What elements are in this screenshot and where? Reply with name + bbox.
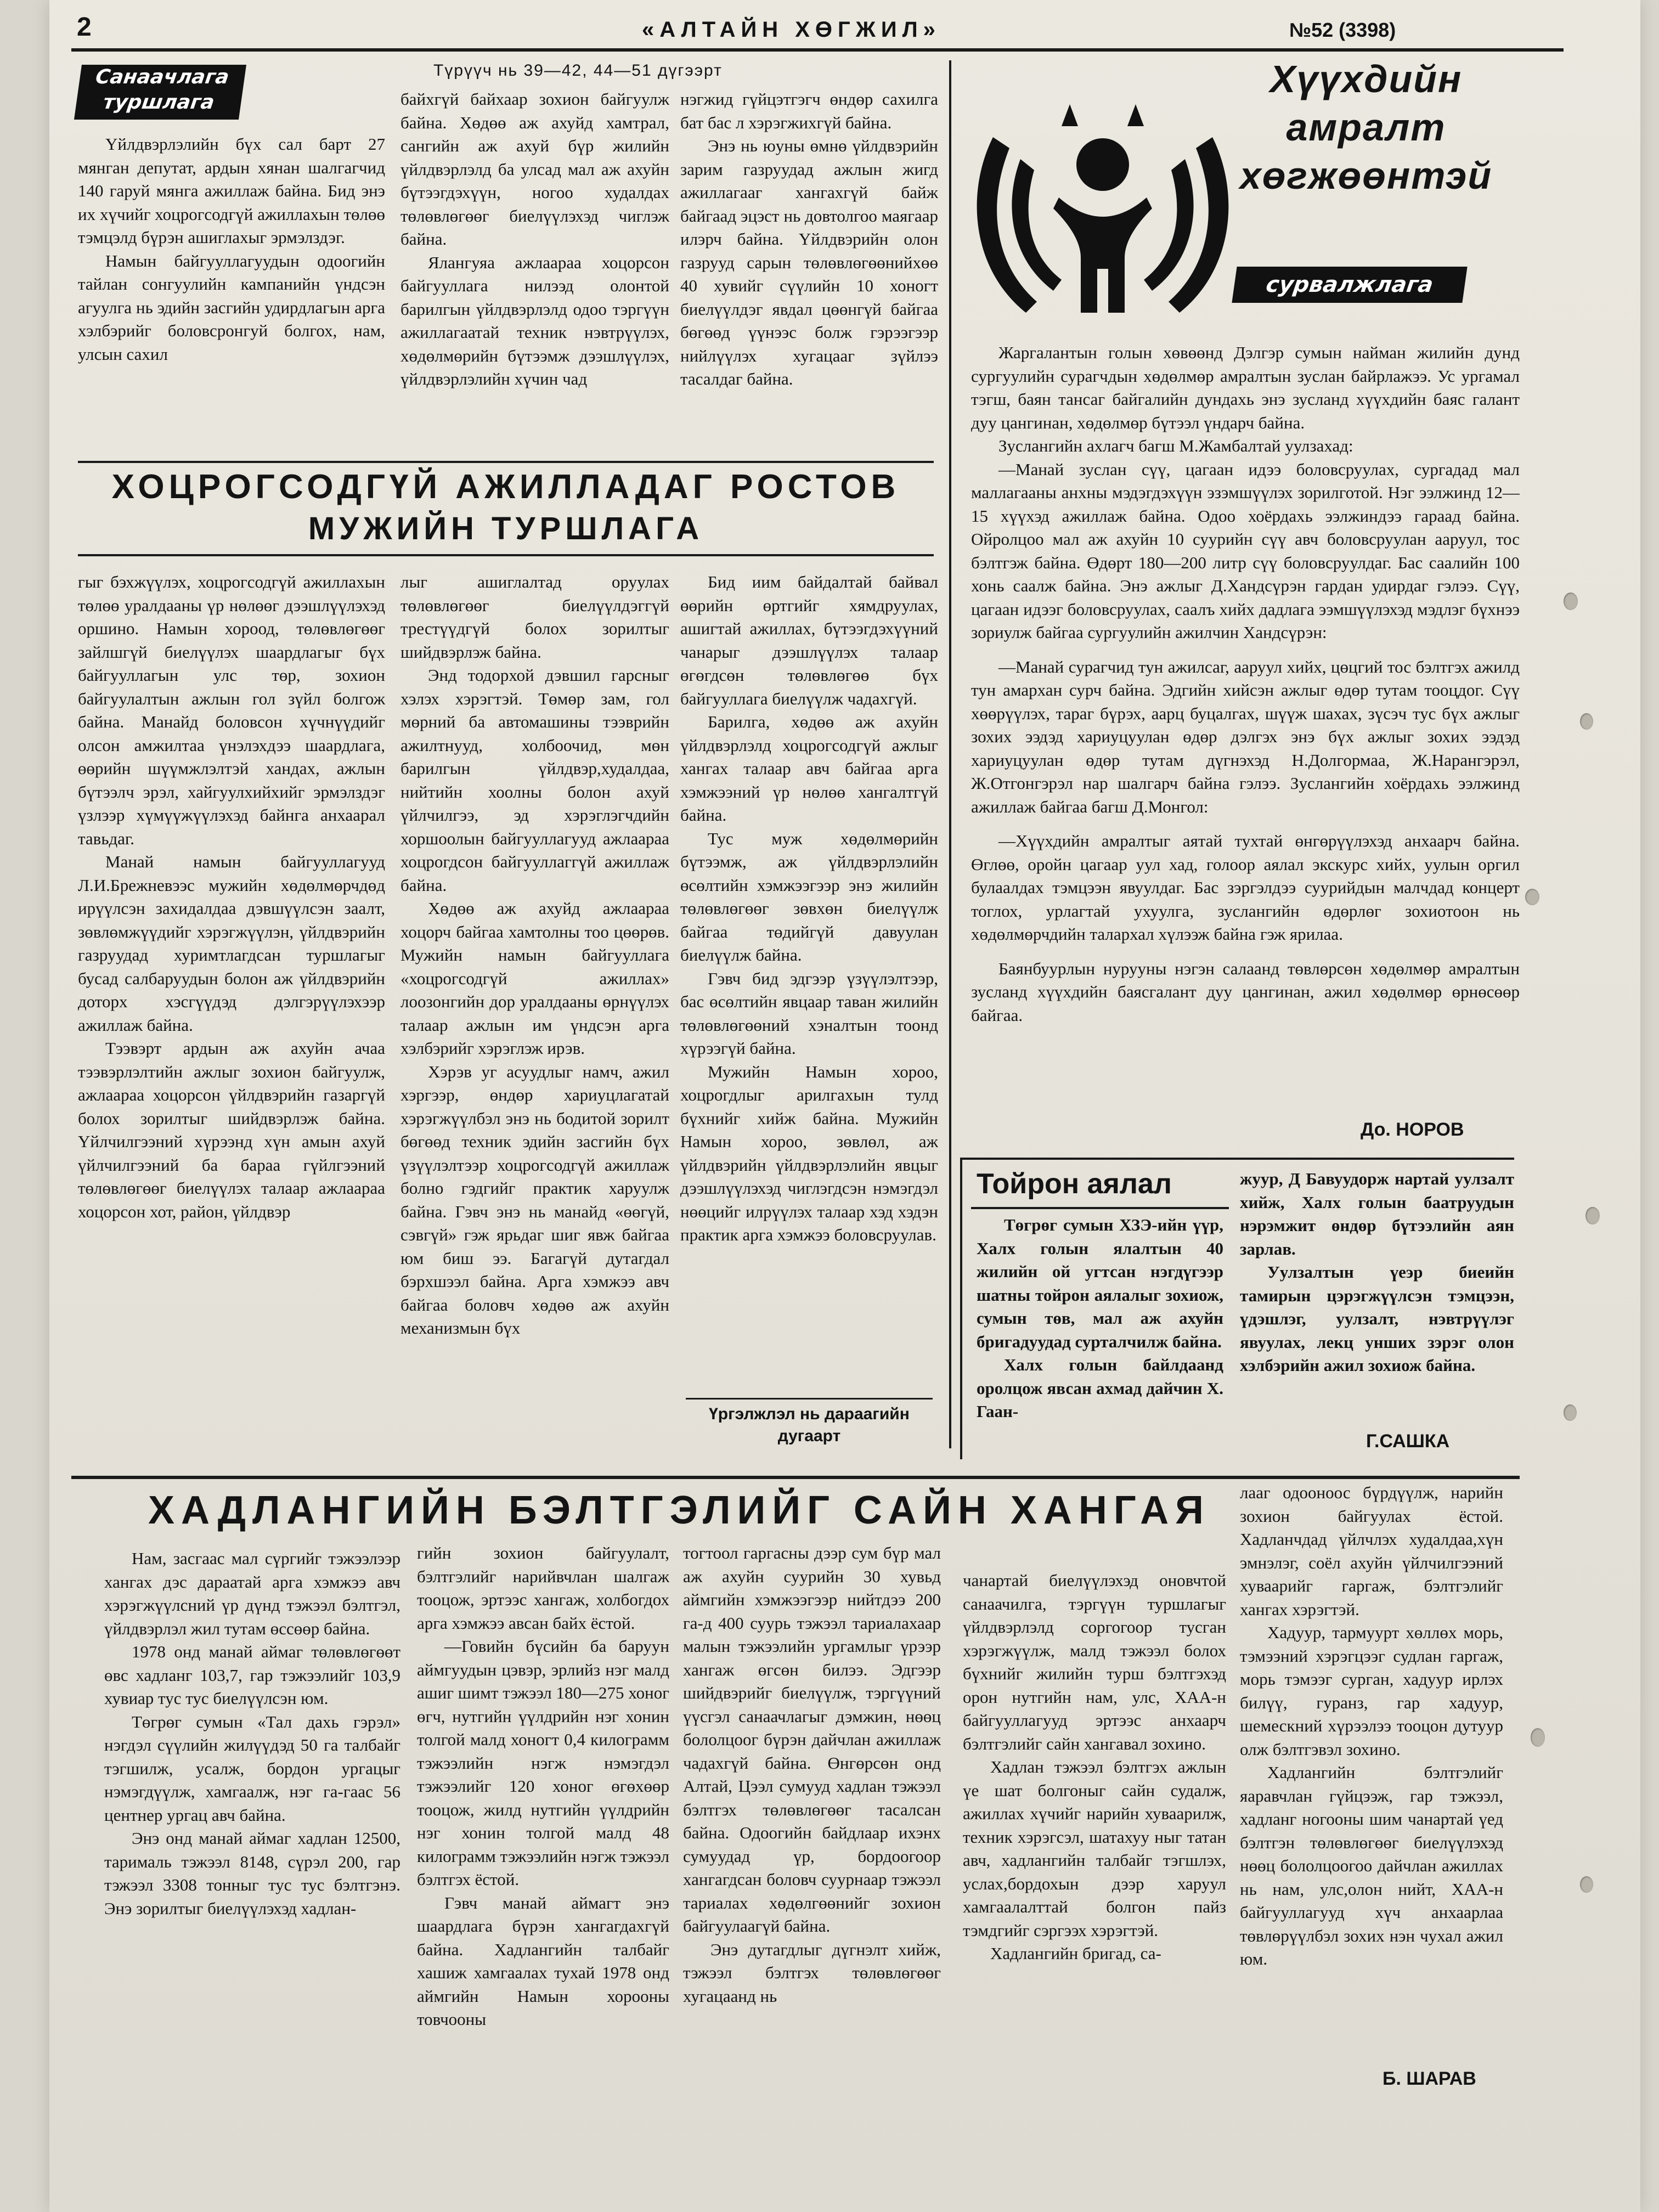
tour-signature: Г.САШКА [1366, 1431, 1450, 1452]
issue-number: №52 (3398) [1289, 19, 1396, 41]
rostov-headline-rule [78, 554, 934, 556]
rostov-continued-note: Үргэлжлэл нь дараагийн дугаарт [709, 1405, 910, 1445]
paragraph: Зуслангийн ахлагч багш М.Жамбалтай уулзахад: [998, 436, 1353, 455]
paragraph: Мужийн Намын хороо, хоцрогдлыг арилгахын тулд бүхнийг хийж байна. Мужийн Намын хороо, зөвлөл, аж үйлдвэрийн үйлдвэрлэлийн явцыг дээшлүүлэхэд чиглэгдсэн нэмэгдэл нөөцийг илрүүлэх талаар хэд хэдэн практик арга хэмжээ боловсруулав. [680, 1062, 938, 1244]
tour-headline: Тойрон аялал [977, 1168, 1172, 1200]
winter-signature: Б. ШАРАВ [1383, 2068, 1476, 2089]
paragraph: Үйлдвэрлэлийн бүх сал барт 27 мянган депутат, ардын хянан шалгагчид 140 гаруй мянга ажиллаж байна. Бид энэ их хүчийг хоцрогсодгүй ажиллахын төлөө тэмцэлд бүрэн ашиглахыг эрмэлздэг. [78, 134, 385, 247]
winter-headline: ХАДЛАНГИЙН БЭЛТГЭЛИЙГ САЙН ХАНГАЯ [148, 1488, 1210, 1532]
paragraph: Нам, засгаас мал сүргийг тэжээлээр хангах дэс дараатай арга хэмжээ авч хэрэгжүүлсний үр дүнд тэжээл бэлтгэл, үйлдвэрлэл жил тутам өссөөр байна. [104, 1549, 400, 1638]
experience-col-1 [78, 133, 385, 451]
paragraph: Энэ дутагдлыг дүгнэлт хийж, тэжээл бэлтгэх төлөвлөгөөг хугацаанд нь [683, 1939, 941, 2006]
rubric-line-1: Санаачлага [94, 66, 231, 88]
paragraph: Ялангуяа ажлаараа хоцорсон байгууллага нилээд олонтой барилгын үйлдвэрлэлд одоо тэргүүн ажиллагаатай техник нэвтрүүлэх, хөдөлмөрийн бүтээмж дээшлүүлэх, үйлдвэрлэлийн хүчин чад [400, 252, 669, 388]
tour-col-2 [1240, 1167, 1514, 1420]
paragraph: лыг ашиглалтад оруулах төлөвлөгөөг биелүүлдэггүй трестүүдгүй болох зорилтыг шийдвэрлэж байна. [400, 572, 669, 662]
rostov-headline-line-2: МУЖИЙН ТУРШЛАГА [308, 511, 704, 546]
paragraph: байхгүй байхаар зохион байгуулж байна. Хөдөө аж ахуйд хамтрал, сангийн аж ахуй бүр жилийн үйлдвэрлэлд ба улсад мал аж ахуйн бүтээгдэхүүн, ногоо худалдах төлөвлөгөөг биелүүлэхэд чиглэж байна. [400, 89, 669, 249]
paragraph: Энд тодорхой дэвшил гарсныг хэлэх хэрэгтэй. Төмөр зам, гол мөрний ба автомашины тээврийн ажилтнууд, холбоочид, мөн барилгын үйлдвэр,худалдаа, нийтийн хоолны болон ахуй үйлчилгээ, эд хэрэглэгчдийн хоршоолын байгууллагууд ажлаараа хоцрогдсон байгууллаггүй ажиллаж байна. [400, 665, 669, 895]
page-number: 2 [77, 13, 92, 42]
tour-headline-rule [971, 1207, 1229, 1209]
punch-hole [1564, 1404, 1577, 1421]
paragraph: Жаргалантын голын хөвөөнд Дэлгэр сумын найман жилийн дунд сургуулийн сурагчдын хөдөлмөр амралтын зуслан байрлажээ. Ус ургамал тэгш, баян тансаг байгалийн дундахь энэ зусланд хүүхдийн баяс галант дуу цангинан, хөдөлмөр бүтээл үндарч байна. [971, 343, 1520, 432]
winter-col-2 [417, 1542, 669, 2090]
paragraph: жуур, Д Бавуудорж нартай уулзалт хийж, Халх голын баатруудын нэрэмжит өндөр бүтээлийн аян зарлав. [1240, 1169, 1514, 1259]
paragraph: Манай намын байгууллагууд Л.И.Брежневээс мужийн хөдөлмөрчдөд ирүүлсэн захидалдаа дэвшүүлсэн заалт, зөвлөмжүүдийг хэрэгжүүлэн, үйлдвэрийн газруудад хуримтлагдсан туршлагыг бусад салбаруудын болон аж үйлдвэрийн доторх хэсгүүдэд дэлгэрүүлэхээр ажиллаж байна. [78, 852, 385, 1035]
paragraph: Халх голын байлдаанд оролцож явсан ахмад дайчин Х. Гаан- [977, 1355, 1223, 1421]
newspaper-title: «АЛТАЙН ХӨГЖИЛ» [642, 18, 941, 42]
paragraph: Барилга, хөдөө аж ахуйн үйлдвэрлэлд хоцрогсодгүй ажлыг хангах талаар авч байгаа арга хэмжээний үр нөлөө хангалтгүй байна. [680, 712, 938, 825]
tour-top-rule [960, 1158, 1514, 1160]
winter-col-3 [683, 1542, 941, 2090]
header-rule [71, 48, 1564, 52]
continuation-note: Түрүүч нь 39—42, 44—51 дүгээрт [433, 61, 723, 80]
rostov-col-1 [78, 571, 385, 1454]
children-headline-line-2: амралт [1286, 106, 1446, 149]
paragraph: Хадуур, тармуурт хөллөх морь, тэмээний хэрэгцээг судлан гаргаж, морь тэмээг сурган, хадуур ирлэх билүү, гуранз, гар хадуур, шемескний хүрээлээ тооцон дутуур олж бэлтгэвэл зохино. [1240, 1623, 1503, 1759]
winter-col-5 [1240, 1481, 1503, 2068]
children-body [971, 341, 1520, 1109]
paragraph: —Хүүхдийн амралтыг аятай тухтай өнгөрүүлэхэд анхаарч байна. Өглөө, оройн цагаар уул хад, голоор аялал экскурс хийх, уулын оргил булаалдах тэмцээн явуулдаг. Бас зэргэлдээ суурийдын малчдад концерт тоглох, урлагтай ухуулга, зуслангийн өдөрлөг зохиотоон нь хөдөлмөрчдийн талархал хүлээж байна гэж ярилаа. [971, 831, 1520, 944]
paragraph: гийн зохион байгуулалт, бэлтгэлийг нарийвчлан шалгаж тооцож, эртээс хангаж, холбогдох арга хэмжээ авсан байх ёстой. [417, 1543, 669, 1633]
tour-left-rule [960, 1158, 962, 1459]
experience-col-2 [400, 88, 669, 450]
children-headline-line-3: хөгжөөнтэй [1239, 154, 1493, 197]
rubric-line-2: туршлага [101, 91, 216, 114]
column-rule [949, 60, 951, 1448]
punch-hole [1531, 1728, 1545, 1747]
newspaper-page [49, 0, 1640, 2212]
paragraph: Хэрэв уг асуудлыг намч, ажил хэргээр, өндөр хариуцлагатай хэрэгжүүлбэл энэ нь бодитой зорилт бөгөөд техник эдийн засгийн бүх үзүүлэлтээр хоцрогсодгүй ажиллаж болно гэдгийг практик харуулж байна. Гэвч энэ нь манайд «өөгүй, сэвгүй» гэж ярьдаг шиг явж байгаа юм биш ээ. Багагүй дутагдал бэрхшээл байна. Арга хэмжээ авч байгаа боловч хөдөө аж ахуйн механизмын бүх [400, 1062, 669, 1338]
paragraph: Энэ онд манай аймаг хадлан 12500, тарималь тэжээл 8148, сүрэл 200, гар тэжээл 3308 тонныг тус тус бэлтгэнэ. Энэ зорилтыг биелүүлэхэд хадлан- [104, 1829, 400, 1918]
rostov-headline-line-1: ХОЦРОГСОДГҮЙ АЖИЛЛАДАГ РОСТОВ [111, 468, 900, 506]
paragraph: —Манай зуслан сүү, цагаан идээ боловсруулах, сургадад мал маллагааны анхны мэдэгдэхүүн эзэмшүүлэх зорилготой. Нэг ээлжинд 12—15 хүүхэд ажиллаж байна. Одоо хоёрдахь ээлжиндээ гараад байна. Ойролцоо мал аж ахуйн 10 суурийн сүү авч боловсруулан ааруул, тос бэлтгэж байна. Өдөрт 180—200 литр сүү боловсруулдаг. Бас саалийн 100 хонь саалж байна. Энэ ажлыг Д.Хандсүрэн гардан удирдаг гэлээ. Сүү, цагаан идээг боловсруулах, саалъ хийх дадлага ээмшүүлэхэд мэдлэг бүхнээ зориулж байгаа сургуулийн ажилчин Хандсүрэн: [971, 459, 1520, 642]
paragraph: —Говийн бүсийн ба баруун аймгуудын цэвэр, эрлийз нэг малд ашиг шимт тэжээл 180—275 хоног өгч, нутгийн үүлдрийн нэг хонин толгой малд хоногт 0,4 килограмм тэжээлийн нэгж нэмэгдэл тэжээлийг 120 хоног өгөхөөр тооцож, жилд нутгийн үүлдрийн нэг хонин толгой малд 48 килограмм тэжээлийн нэгж тэжээл бэлтгэх ёстой. [417, 1637, 669, 1889]
children-signature: До. НОРОВ [1361, 1119, 1464, 1140]
rostov-top-rule [78, 461, 934, 463]
rostov-continued-rule [686, 1398, 933, 1400]
paragraph: Хадлангийн бэлтгэлийг яаравчлан гүйцээж, гар тэжээл, хадланг ногооны шим чанартай үед бэлтгэн төлөвлөгөөг биелүүлэхэд нөөц бололцоогоо дайчлан ажиллах нь нам, улс,олон нийт, ХАА-н байгууллагууд хүч анхаарлаа төвлөрүүлбэл зохих нэн чухал ажил юм. [1240, 1763, 1503, 1968]
punch-hole [1525, 889, 1539, 905]
paragraph: Хадлан тэжээл бэлтгэх ажлын үе шат болгоныг сайн судалж, ажиллах хүчийг нарийн хуваарилж, техник хэрэгсэл, шатахуу ныг татан авч, хадлангийн талбайг тэгшлэх, услах,бордохын дээр харуул хамгаалалттай болгон пайз тэмдгийг сэргээх хэрэгтэй. [963, 1757, 1226, 1940]
paragraph: Гэвч бид эдгээр үзүүлэлтээр, бас өсөлтийн явцаар таван жилийн төлөвлөгөөний хэналтын тоонд хүрээгүй байна. [680, 968, 938, 1058]
paragraph: Бид иим байдалтай байвал өөрийн өртгийг хямдруулах, ашигтай ажиллах, бүтээгдэхүүний чанарыг дээшлүүлэх талаар өгөгдсөн төлөвлөгөө бүх байгууллага биелүүлж чадахгүй. [680, 572, 938, 708]
paragraph: Хөдөө аж ахуйд ажлаараа хоцорч байгаа хамтолны тоо цөөрөв. Мужийн намын байгууллага «хоцрогсодгүй ажиллах» лоозонгийн дор уралдааны өрнүүлэх талаар ажлын им үндсэн арга хэлбэрийг хэрэглэж ирэв. [400, 899, 669, 1058]
paragraph: Энэ нь юуны өмнө үйлдвэрийн зарим газруудад ажлын жигд ажиллагааг хангахгүй байж байгаад эцэст нь довтолгоо маягаар илэрч байна. Үйлдвэрийн олон газрууд сарын төлөвлөгөөнийхөө 40 хувийг сүүлийн 10 хоногт биелүүлдэг явдал цөөнгүй байгаа бөгөөд үүнээс болж гэрээгээр нийлүүлэх хугацааг зүйлээ тасалдаг байна. [680, 136, 938, 388]
paragraph: Баянбуурлын нурууны нэгэн салаанд төвлөрсөн хөдөлмөр амралтын зусланд хүүхдийн баясгалант дуу цангинан, ажил хөдөлмөр өрнөсөөр байгаа. [971, 958, 1520, 1025]
paragraph: 1978 онд манай аймаг төлөвлөгөөт өвс хадланг 103,7, гар тэжээлийг 103,9 хувиар тус тус биелүүлсэн юм. [104, 1642, 400, 1708]
punch-hole [1580, 1876, 1593, 1893]
paragraph: Хадлангийн бригад, са- [990, 1944, 1161, 1963]
rostov-col-3 [680, 571, 938, 1393]
children-emblem-icon [960, 93, 1245, 335]
punch-hole [1580, 713, 1593, 730]
paragraph: Уулзалтын үеэр биеийн тамирын цэрэгжүүлсэн тэмцээн, үдэшлэг, уулзалт, нэвтрүүлэг явуулах, лекц унших зэрэг олон хэлбэрийн ажил зохиож байна. [1240, 1262, 1514, 1375]
rostov-col-2 [400, 571, 669, 1454]
paragraph: тогтоол гаргасны дээр сум бүр мал аж ахуйн суурийн 30 хувьд аймгийн хэмжээгээр нийтдээ 200 га-д 400 суурь тэжээл тариалахаар малын тэжээлийн ургамлыг үрээр хангаж өгсөн билээ. Эдгээр шийдвэрийг биелүүлж, тэргүүний үүсгэл санаачлагыг дэмжин, нөөц бололцоог бүрэн дайчлан ажиллаж чадахгүй байна. Өнгөрсөн онд Алтай, Цээл сумууд хадлан тэжээл бэлтгэх төлөвлөгөөг тасалсан байна. Одоогийн байдлаар ихэнх сумуудад үр, бордоогоор хангагдсан боловч суурнаар тэжээл тариалах хөдөлгөөнийг зохион байгуулаагүй байна. [683, 1543, 941, 1936]
paragraph: Гэвч манай аймагт энэ шаардлага бүрэн хангагдахгүй байна. Хадлангийн талбайг хашиж хамгаалах тухай 1978 онд аймгийн Намын хорооны товчооны [417, 1893, 669, 2029]
tour-col-1 [977, 1214, 1223, 1455]
paragraph: Тээвэрт ардын аж ахуйн ачаа тээвэрлэлтийн ажлыг зохион байгуулж, ажлаараа хоцорсон үйлдвэрийн газаргүй болох зорилтыг шийдвэрлэж байна. Үйлчилгээний хүрээнд хүн амын ахуй үйлчилгээний ба бараа гүйлгээний төлөвлөгөөг биелүүлэх талаар ажлаараа хоцорсон хот, район, үйлдвэр [78, 1039, 385, 1221]
paragraph: Намын байгууллагуудын одоогийн тайлан сонгуулийн кампанийн үндсэн агуулга нь эдийн засгийн удирдлагын арга хэлбэрийг боловсронгуй болгох, нам, улсын сахил [78, 251, 385, 364]
paragraph: чанартай биелүүлэхэд оновчтой санаачилга, тэргүүн туршлагыг үйлдвэрлэлд соргогоор тусган хэрэгжүүлж, малд тэжээл болох бүхнийг жилийн турш бэлтгэхэд орон нутгийн нам, улс, ХАА-н байгууллагууд эртээс анхаарч бэлтгэлийг сайн хангавал зохино. [963, 1571, 1226, 1753]
paragraph: Төгрөг сумын «Тал дахь гэрэл» нэгдэл сүүлийн жилүүдэд 50 га талбайг тэгшилж, усалж, бордон ургацыг нэмэгдүүлж, хамгаалж, нэг га-гаас 56 центнер ургац авч байна. [104, 1712, 400, 1825]
paragraph: Төгрөг сумын ХЗЭ-ийн үүр, Халх голын ялалтын 40 жилийн ой угтсан нэгдүгээр шатны тойрон аялалыг зохиож, сумын төв, мал аж ахуйн бригадуудад сурталчилж байна. [977, 1215, 1223, 1351]
rubric-experience [74, 65, 246, 120]
winter-top-rule [71, 1476, 1520, 1479]
paragraph: гыг бэхжүүлэх, хоцрогсодгүй ажиллахын төлөө уралдааны үр нөлөөг дээшлүүлэхэд оршино. Намын хороод, төлөвлөгөөг зайлшгүй биелүүлэх шаардлагыг бүх байгууллагын улс төр, зохион байгуулалтын ажлын гол зүйл болгож байна. Манайд боловсон хүчнүүдийг олсон амжилтаа үнэлэхдээ шаардлага, өөрийн шүүмжлэлтэй хандах, ажлын бүтээлч эрэл, хайгуулхийхийг эрмэлздэг үзлээр хүмүүжүүлэхэд байнга анхаарал тавьдаг. [78, 572, 385, 848]
paragraph: Тус муж хөдөлмөрийн бүтээмж, аж үйлдвэрлэлийн өсөлтийн хэмжээгээр энэ жилийн төлөвлөгөөг зөвхөн биелүүлж байгаа төдийгүй давуулан биелүүлж байна. [680, 828, 938, 964]
children-headline-line-1: Хүүхдийн [1269, 58, 1463, 100]
winter-col-4 [963, 1569, 1226, 2090]
punch-hole [1585, 1207, 1600, 1224]
punch-hole [1564, 592, 1578, 610]
experience-col-3 [680, 88, 938, 450]
paragraph: —Манай сурагчид тун ажилсаг, ааруул хийх, цөцгий тос бэлтгэх ажилд тун амархан сурч байна. Эдгийн хийсэн ажлыг өдөр тутам тооцдог. Сүү хөөрүүлэх, тараг бүрэх, аарц буцалгах, шүүж шахах, зүсэч тус бүх ажлыг зохих ээдэд хариуцуулан өдөр дэлгэх энэ бүх ажлыг зохих ээдэд хариуцуулан өдөр тутам дүгнэхэд Н.Долгормаа, Ж.Нарангэрэл, Ж.Отгонгэрэл нар шалгарч байна гэлээ. Зуслангийн хоёрдахь ээлжинд ажиллаж байгаа багш Д.Монгол: [971, 657, 1520, 816]
children-rubric: сурвалжлага [1232, 267, 1467, 303]
paragraph: нэгжид гүйцэтгэгч өндөр сахилга бат бас л хэрэгжихгүй байна. [680, 89, 938, 132]
children-headline [1229, 55, 1503, 200]
winter-col-1 [104, 1547, 400, 2096]
paragraph: лааг одоонoос бүрдүүлж, нарийн зохион байгуулах ёстой. Хадланчдад үйлчлэх худалдаа,хүн эмнэлэг, соёл ахуйн үйлчилгээний хуваарийг гаргаж, бэлтгэлийг хангах хэрэгтэй. [1240, 1483, 1503, 1619]
